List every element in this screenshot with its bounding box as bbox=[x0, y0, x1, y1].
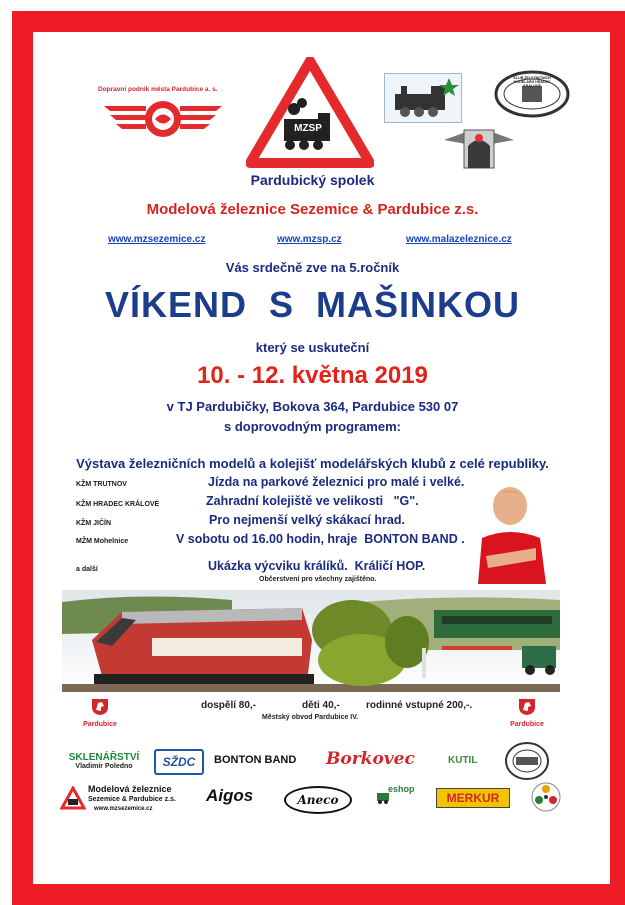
rabbits-line: Ukázka výcviku králíků. Králičí HOP. bbox=[208, 559, 426, 573]
club-more: a další bbox=[76, 566, 98, 573]
train-photo bbox=[62, 590, 560, 692]
event-date: 10. - 12. května 2019 bbox=[197, 362, 428, 389]
mzsp-logo bbox=[246, 57, 374, 169]
event-title: VÍKEND S MAŠINKOU bbox=[104, 284, 521, 325]
activity-garden-layout: Zahradní kolejiště ve velikosti "G". bbox=[206, 494, 419, 508]
price-adults: dospělí 80,- bbox=[201, 700, 257, 711]
club-hradec-text: KLUB ŽELEZNIČNÍCH MODELÁŘŮ HRADEC KRÁLOVÉ bbox=[513, 76, 551, 88]
dpmp-name: Dopravní podnik města Pardubice a. s. bbox=[98, 86, 218, 93]
venue: v TJ Pardubičky, Bokova 364, Pardubice 530 07 bbox=[166, 399, 459, 414]
club-hradec-logo bbox=[494, 70, 570, 118]
club-jicin: KŽM JIČÍN bbox=[76, 520, 111, 527]
pardubice-label-left: Pardubice bbox=[83, 721, 117, 728]
sponsor-borkovec: Borkovec bbox=[326, 749, 415, 769]
pardubice-label-right: Pardubice bbox=[510, 721, 544, 728]
club-trutnov: KŽM TRUTNOV bbox=[76, 481, 127, 488]
warning-triangle-icon bbox=[246, 57, 374, 169]
club-seal-icon bbox=[504, 741, 550, 781]
sponsor-sklenarstvi bbox=[62, 752, 146, 770]
sponsor-club-seal bbox=[504, 741, 550, 781]
tunnel-logo bbox=[442, 126, 516, 170]
club-mohelnice: MŽM Mohelnice bbox=[76, 538, 129, 545]
tunnel-wings-icon bbox=[442, 126, 516, 170]
club-hradec: KŽM HRADEC KRÁLOVÉ bbox=[76, 501, 160, 508]
org-title: Modelová železnice Sezemice & Pardubice z.s. bbox=[146, 201, 479, 218]
pardubice-crest-left bbox=[78, 698, 122, 728]
eshop-text: eshop bbox=[388, 784, 415, 794]
sponsor-flower-logo bbox=[530, 780, 562, 814]
flower-seal-icon bbox=[530, 780, 562, 814]
mzs-line2: Sezemice & Pardubice z.s. bbox=[88, 796, 176, 803]
activity-bonton-band: V sobotu od 16.00 hodin, hraje BONTON BAND . bbox=[176, 532, 465, 546]
horse-crest-icon bbox=[518, 698, 536, 716]
sklenarstvi-owner: Vladimír Poledno bbox=[75, 763, 133, 770]
org-subtitle: Pardubický spolek bbox=[250, 172, 375, 188]
boy-photo bbox=[470, 482, 552, 584]
sponsor-szdc bbox=[154, 749, 204, 775]
sponsor-aigos: Aigos bbox=[206, 786, 254, 805]
aneco-text: Aneco bbox=[297, 793, 339, 807]
mzs-triangle-icon bbox=[60, 786, 86, 810]
winged-wheel-icon bbox=[100, 96, 226, 142]
sponsor-eshop bbox=[376, 782, 422, 808]
district-sponsor: Městský obvod Pardubice IV. bbox=[262, 714, 359, 721]
activity-park-railway: Jízda na parkové železnici pro malé i velké. bbox=[208, 475, 465, 489]
mzs-line3: www.mzsezemice.cz bbox=[94, 806, 153, 812]
link-mzsp[interactable]: www.mzsp.cz bbox=[277, 234, 342, 245]
takes-place-line: který se uskuteční bbox=[255, 340, 370, 355]
sponsor-kutil: KUTIL bbox=[448, 755, 478, 766]
merkur-text: MERKUR bbox=[446, 791, 500, 805]
steam-locomotive-logo bbox=[384, 73, 462, 123]
exhibition-line: Výstava železničních modelů a kolejišť modelářských klubů z celé republiky. bbox=[76, 456, 549, 471]
szdc-text: SŽDC bbox=[162, 755, 196, 769]
horse-crest-icon bbox=[91, 698, 109, 716]
mzs-line1: Modelová železnice bbox=[88, 784, 172, 794]
pardubice-crest-right bbox=[505, 698, 549, 728]
sponsor-mzs-logo bbox=[60, 784, 178, 820]
price-family: rodinné vstupné 200,-. bbox=[366, 700, 473, 711]
activity-bouncy-castle: Pro nejmenší velký skákací hrad. bbox=[209, 513, 405, 527]
mzsp-badge: MZSP bbox=[294, 123, 322, 134]
invite-line: Vás srdečně zve na 5.ročník bbox=[225, 260, 400, 275]
sponsor-aneco bbox=[284, 786, 352, 814]
price-kids: děti 40,- bbox=[302, 700, 340, 711]
locomotive-icon bbox=[385, 74, 461, 122]
dpmp-logo bbox=[98, 86, 228, 142]
refreshments-line: Občerstvení pro všechny zajištěno. bbox=[259, 576, 377, 583]
sponsor-merkur bbox=[436, 788, 510, 808]
program-heading: s doprovodným programem: bbox=[224, 419, 401, 434]
link-malazeleznice[interactable]: www.malazeleznice.cz bbox=[406, 234, 512, 245]
boy-illustration bbox=[470, 482, 552, 584]
sponsor-bonton: BONTON BAND bbox=[214, 754, 297, 766]
model-train-scene bbox=[62, 590, 560, 692]
link-mzsezemice[interactable]: www.mzsezemice.cz bbox=[108, 234, 206, 245]
sklenarstvi-title: SKLENÁŘSTVÍ bbox=[68, 752, 140, 763]
